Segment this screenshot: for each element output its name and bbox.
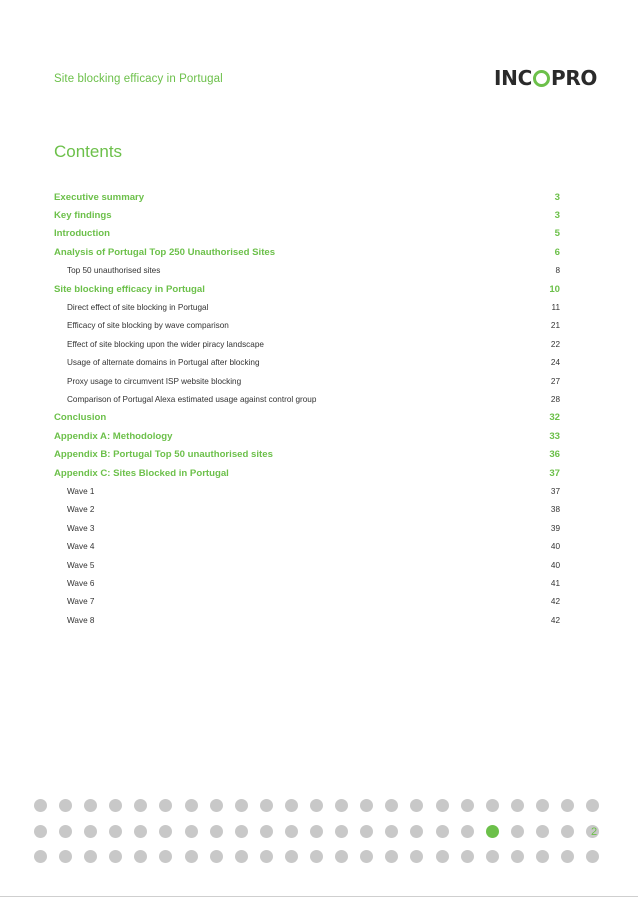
- toc-subentry[interactable]: [54, 593, 560, 611]
- toc-entry-title: Wave 4: [67, 542, 95, 552]
- toc-entry-page: 42: [550, 615, 560, 625]
- dot-icon: [436, 825, 449, 838]
- toc-entry-page: 3: [554, 191, 560, 203]
- dot-icon: [586, 850, 599, 863]
- dot-icon: [360, 850, 373, 863]
- toc-entry-title: Conclusion: [54, 412, 107, 424]
- toc-entry-title: Appendix A: Methodology: [54, 430, 173, 442]
- dot-icon: [260, 799, 273, 812]
- dot-icon: [461, 850, 474, 863]
- toc-entry-title: Key findings: [54, 210, 112, 222]
- toc-entry-page: 36: [549, 449, 560, 461]
- logo-text-right: PRO: [550, 66, 598, 90]
- toc-entry-title: Site blocking efficacy in Portugal: [54, 283, 205, 295]
- incopro-logo: [494, 66, 597, 90]
- dot-icon: [436, 799, 449, 812]
- toc-entry-title: Wave 6: [67, 578, 95, 588]
- toc-entry-title: Introduction: [54, 228, 110, 240]
- toc-entry-page: 39: [550, 523, 560, 533]
- toc-entry-page: 5: [554, 228, 560, 240]
- toc-subentry[interactable]: [54, 537, 560, 555]
- dot-icon: [586, 799, 599, 812]
- toc-entry-page: 40: [550, 560, 560, 570]
- dot-icon: [84, 850, 97, 863]
- toc-entry-page: 41: [550, 578, 560, 588]
- toc-entry-title: Usage of alternate domains in Portugal after blocking: [67, 358, 260, 368]
- toc-entry-title: Top 50 unauthorised sites: [67, 266, 161, 276]
- toc-subentry[interactable]: [54, 519, 560, 537]
- toc-entry[interactable]: [54, 409, 560, 427]
- toc-entry-title: Proxy usage to circumvent ISP website blocking: [67, 376, 242, 386]
- dot-icon: [561, 799, 574, 812]
- dot-icon: [360, 825, 373, 838]
- toc-entry-title: Wave 1: [67, 486, 95, 496]
- dot-icon: [385, 825, 398, 838]
- dot-icon: [486, 850, 499, 863]
- toc-subentry[interactable]: [54, 390, 560, 408]
- dot-icon: [210, 850, 223, 863]
- toc-entry-title: Wave 3: [67, 523, 95, 533]
- dot-row: [34, 825, 611, 838]
- decorative-dot-grid: [34, 799, 611, 876]
- dot-icon: [461, 825, 474, 838]
- toc-entry-title: Wave 7: [67, 597, 95, 607]
- dot-icon: [34, 825, 47, 838]
- toc-entry-page: 24: [550, 358, 560, 368]
- toc-subentry[interactable]: [54, 335, 560, 353]
- dot-icon: [285, 850, 298, 863]
- active-dot-icon: [486, 825, 499, 838]
- dot-icon: [235, 825, 248, 838]
- toc-entry-title: Wave 5: [67, 560, 95, 570]
- toc-entry-title: Effect of site blocking upon the wider piracy landscape: [67, 339, 264, 349]
- toc-entry-page: 37: [550, 486, 560, 496]
- dot-icon: [260, 850, 273, 863]
- toc-entry[interactable]: [54, 464, 560, 482]
- toc-entry-page: 6: [554, 246, 560, 258]
- dot-icon: [210, 799, 223, 812]
- toc-subentry[interactable]: [54, 317, 560, 335]
- dot-icon: [310, 850, 323, 863]
- toc-subentry[interactable]: [54, 574, 560, 592]
- dot-icon: [436, 850, 449, 863]
- dot-icon: [536, 850, 549, 863]
- dot-icon: [335, 850, 348, 863]
- dot-icon: [511, 850, 524, 863]
- dot-icon: [335, 825, 348, 838]
- dot-icon: [59, 825, 72, 838]
- toc-entry-page: 22: [550, 339, 560, 349]
- logo-text-left: INC: [494, 66, 532, 90]
- toc-entry-page: 8: [555, 266, 560, 276]
- dot-icon: [59, 850, 72, 863]
- dot-icon: [84, 825, 97, 838]
- toc-subentry[interactable]: [54, 501, 560, 519]
- dot-icon: [109, 825, 122, 838]
- dot-icon: [511, 799, 524, 812]
- toc-subentry[interactable]: [54, 298, 560, 316]
- dot-icon: [34, 850, 47, 863]
- toc-entry-page: 40: [550, 542, 560, 552]
- toc-subentry[interactable]: [54, 354, 560, 372]
- toc-entry-page: 3: [554, 210, 560, 222]
- page-number: 2: [591, 826, 598, 838]
- toc-entry-title: Analysis of Portugal Top 250 Unauthorised Sites: [54, 246, 276, 258]
- dot-icon: [109, 850, 122, 863]
- dot-icon: [59, 799, 72, 812]
- dot-icon: [486, 799, 499, 812]
- dot-icon: [385, 850, 398, 863]
- page-edge-divider: [0, 896, 638, 897]
- toc-entry-page: 42: [550, 597, 560, 607]
- toc-entry-page: 32: [549, 412, 560, 424]
- toc-entry-title: Wave 2: [67, 505, 95, 515]
- dot-icon: [260, 825, 273, 838]
- toc-entry[interactable]: [54, 225, 560, 243]
- toc-entry-page: 27: [550, 376, 560, 386]
- dot-icon: [385, 799, 398, 812]
- toc-entry-page: 11: [551, 303, 560, 313]
- dot-icon: [185, 825, 198, 838]
- dot-icon: [410, 825, 423, 838]
- dot-icon: [461, 799, 474, 812]
- logo-ring-icon: [533, 70, 550, 87]
- dot-icon: [159, 825, 172, 838]
- dot-icon: [536, 825, 549, 838]
- toc-entry[interactable]: [54, 188, 560, 206]
- toc-entry-page: 28: [550, 394, 560, 404]
- toc-entry[interactable]: [54, 445, 560, 463]
- dot-icon: [536, 799, 549, 812]
- dot-row: [34, 850, 611, 863]
- dot-icon: [235, 799, 248, 812]
- dot-icon: [159, 850, 172, 863]
- dot-icon: [134, 850, 147, 863]
- toc-subentry[interactable]: [54, 372, 560, 390]
- dot-icon: [210, 825, 223, 838]
- dot-icon: [185, 850, 198, 863]
- dot-icon: [84, 799, 97, 812]
- toc-entry[interactable]: [54, 427, 560, 445]
- toc-entry-page: 21: [550, 321, 560, 331]
- dot-row: [34, 799, 611, 812]
- dot-icon: [561, 825, 574, 838]
- toc-entry-title: Direct effect of site blocking in Portugal: [67, 303, 209, 313]
- table-of-contents: [54, 188, 560, 629]
- toc-subentry[interactable]: [54, 262, 560, 280]
- dot-icon: [159, 799, 172, 812]
- dot-icon: [235, 850, 248, 863]
- toc-subentry[interactable]: [54, 482, 560, 500]
- contents-heading: Contents: [54, 142, 123, 161]
- toc-subentry[interactable]: [54, 611, 560, 629]
- toc-entry-title: Appendix B: Portugal Top 50 unauthorised sites: [54, 449, 273, 461]
- toc-entry-title: Efficacy of site blocking by wave comparison: [67, 321, 229, 331]
- dot-icon: [360, 799, 373, 812]
- dot-icon: [310, 799, 323, 812]
- toc-entry[interactable]: [54, 206, 560, 224]
- dot-icon: [410, 850, 423, 863]
- dot-icon: [134, 825, 147, 838]
- dot-icon: [561, 850, 574, 863]
- toc-subentry[interactable]: [54, 556, 560, 574]
- document-title: Site blocking efficacy in Portugal: [54, 73, 223, 85]
- dot-icon: [410, 799, 423, 812]
- toc-entry-title: Comparison of Portugal Alexa estimated usage against control group: [67, 394, 317, 404]
- toc-entry[interactable]: [54, 243, 560, 261]
- toc-entry[interactable]: [54, 280, 560, 298]
- dot-icon: [185, 799, 198, 812]
- toc-entry-title: Executive summary: [54, 191, 145, 203]
- dot-icon: [310, 825, 323, 838]
- toc-entry-title: Wave 8: [67, 615, 95, 625]
- toc-entry-page: 38: [550, 505, 560, 515]
- toc-entry-title: Appendix C: Sites Blocked in Portugal: [54, 467, 229, 479]
- dot-icon: [285, 825, 298, 838]
- toc-entry-page: 37: [549, 467, 560, 479]
- toc-entry-page: 10: [549, 283, 560, 295]
- dot-icon: [335, 799, 348, 812]
- dot-icon: [34, 799, 47, 812]
- toc-entry-page: 33: [549, 430, 560, 442]
- dot-icon: [285, 799, 298, 812]
- dot-icon: [134, 799, 147, 812]
- dot-icon: [511, 825, 524, 838]
- dot-icon: [109, 799, 122, 812]
